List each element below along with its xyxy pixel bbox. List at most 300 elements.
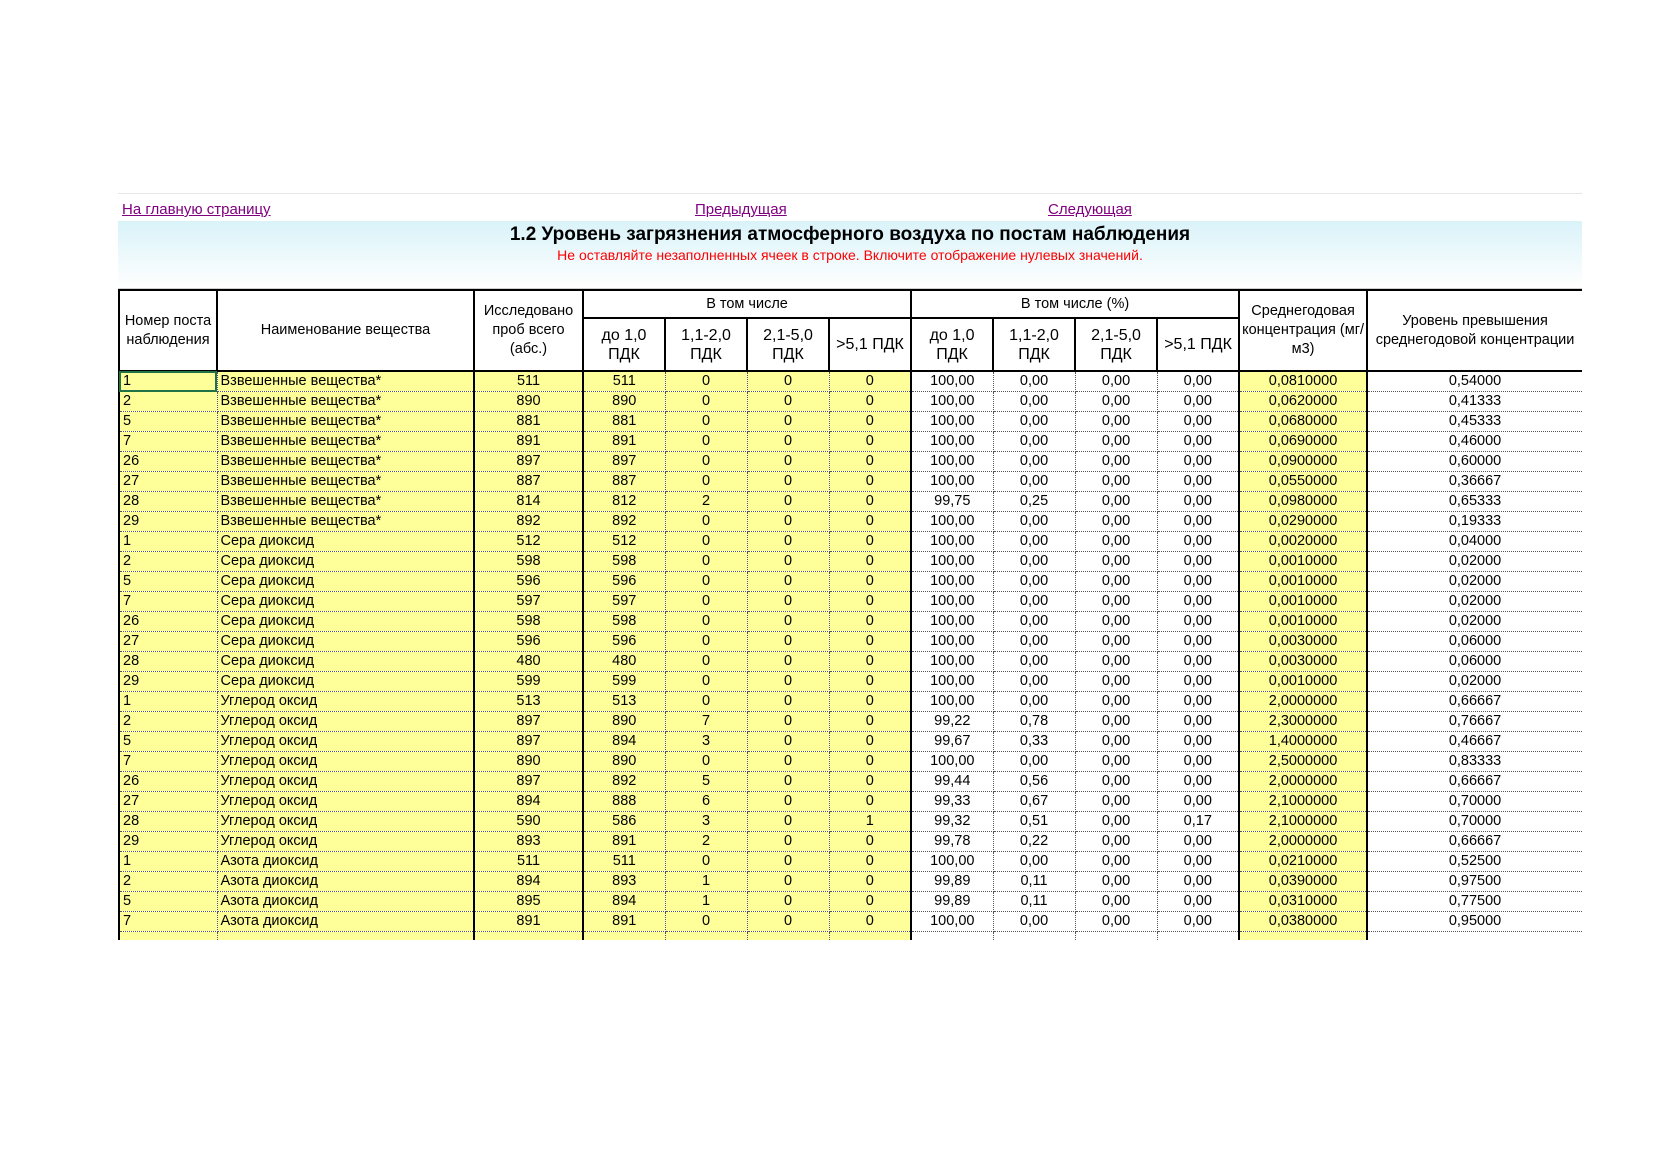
post-number-cell[interactable]: 2: [119, 392, 217, 412]
post-number-cell[interactable]: 27: [119, 472, 217, 492]
pct-upto-1-cell[interactable]: 100,00: [911, 532, 993, 552]
excess-level-cell[interactable]: 0,60000: [1367, 452, 1582, 472]
header-excess[interactable]: Уровень превышения среднегодовой концентрации: [1367, 290, 1582, 371]
pct-2-5-cell[interactable]: 0,00: [1075, 412, 1157, 432]
abs-1-2-cell[interactable]: 5: [665, 772, 747, 792]
abs-upto-1-cell[interactable]: 598: [583, 552, 665, 572]
post-number-cell[interactable]: 5: [119, 732, 217, 752]
abs-1-2-cell[interactable]: 1: [665, 872, 747, 892]
samples-total-cell[interactable]: 894: [474, 872, 583, 892]
abs-2-5-cell[interactable]: 0: [747, 852, 829, 872]
substance-cell[interactable]: Взвешенные вещества*: [217, 371, 474, 392]
pct-upto-1-cell[interactable]: 99,89: [911, 892, 993, 912]
abs-over-5-cell[interactable]: 0: [829, 652, 911, 672]
avg-concentration-cell[interactable]: 0,0020000: [1239, 532, 1367, 552]
abs-2-5-cell[interactable]: 0: [747, 552, 829, 572]
pct-1-2-cell[interactable]: 0,00: [993, 632, 1075, 652]
samples-total-cell[interactable]: 513: [474, 692, 583, 712]
avg-concentration-cell[interactable]: 0,0030000: [1239, 632, 1367, 652]
samples-total-cell[interactable]: 894: [474, 792, 583, 812]
pct-over-5-cell[interactable]: 0,00: [1157, 912, 1239, 932]
samples-total-cell[interactable]: 597: [474, 592, 583, 612]
excess-level-cell[interactable]: 0,45333: [1367, 412, 1582, 432]
abs-2-5-cell[interactable]: 0: [747, 872, 829, 892]
excess-level-cell[interactable]: 0,54000: [1367, 371, 1582, 392]
post-number-cell[interactable]: 28: [119, 492, 217, 512]
avg-concentration-cell[interactable]: 0,0810000: [1239, 371, 1367, 392]
abs-2-5-cell[interactable]: 0: [747, 432, 829, 452]
pct-over-5-cell[interactable]: 0,00: [1157, 852, 1239, 872]
substance-cell[interactable]: Азота диоксид: [217, 912, 474, 932]
pct-over-5-cell[interactable]: 0,00: [1157, 392, 1239, 412]
pct-over-5-cell[interactable]: 0,00: [1157, 452, 1239, 472]
abs-over-5-cell[interactable]: 0: [829, 492, 911, 512]
excess-level-cell[interactable]: 0,36667: [1367, 472, 1582, 492]
excess-level-cell[interactable]: 0,70000: [1367, 812, 1582, 832]
substance-cell[interactable]: Сера диоксид: [217, 612, 474, 632]
pct-1-2-cell[interactable]: 0,56: [993, 772, 1075, 792]
excess-level-cell[interactable]: 0,76667: [1367, 712, 1582, 732]
pct-2-5-cell[interactable]: 0,00: [1075, 852, 1157, 872]
abs-1-2-cell[interactable]: 0: [665, 572, 747, 592]
abs-over-5-cell[interactable]: 0: [829, 412, 911, 432]
pct-2-5-cell[interactable]: 0,00: [1075, 772, 1157, 792]
abs-2-5-cell[interactable]: 0: [747, 632, 829, 652]
post-number-cell[interactable]: 27: [119, 792, 217, 812]
pct-2-5-cell[interactable]: 0,00: [1075, 632, 1157, 652]
abs-upto-1-cell[interactable]: 888: [583, 792, 665, 812]
post-number-cell[interactable]: 5: [119, 892, 217, 912]
samples-total-cell[interactable]: 890: [474, 752, 583, 772]
pct-upto-1-cell[interactable]: 100,00: [911, 552, 993, 572]
pct-1-2-cell[interactable]: 0,00: [993, 612, 1075, 632]
pct-2-5-cell[interactable]: 0,00: [1075, 392, 1157, 412]
samples-total-cell[interactable]: 596: [474, 572, 583, 592]
pct-over-5-cell[interactable]: 0,00: [1157, 632, 1239, 652]
abs-1-2-cell[interactable]: 0: [665, 652, 747, 672]
avg-concentration-cell[interactable]: 0,0030000: [1239, 652, 1367, 672]
pct-1-2-cell[interactable]: 0,00: [993, 752, 1075, 772]
abs-2-5-cell[interactable]: 0: [747, 472, 829, 492]
previous-link[interactable]: Предыдущая: [695, 201, 787, 218]
header-pct-c4[interactable]: >5,1 ПДК: [1157, 318, 1239, 371]
abs-1-2-cell[interactable]: 0: [665, 912, 747, 932]
pct-2-5-cell[interactable]: 0,00: [1075, 832, 1157, 852]
pct-2-5-cell[interactable]: 0,00: [1075, 371, 1157, 392]
excess-level-cell[interactable]: 0,77500: [1367, 892, 1582, 912]
abs-1-2-cell[interactable]: 0: [665, 452, 747, 472]
header-post[interactable]: Номер поста наблюдения: [119, 290, 217, 371]
samples-total-cell[interactable]: 891: [474, 912, 583, 932]
pct-over-5-cell[interactable]: 0,00: [1157, 872, 1239, 892]
header-pct-c1[interactable]: до 1,0 ПДК: [911, 318, 993, 371]
pct-1-2-cell[interactable]: 0,00: [993, 432, 1075, 452]
post-number-cell[interactable]: 7: [119, 592, 217, 612]
abs-upto-1-cell[interactable]: 893: [583, 872, 665, 892]
pct-1-2-cell[interactable]: 0,11: [993, 892, 1075, 912]
pct-upto-1-cell[interactable]: 99,44: [911, 772, 993, 792]
pct-over-5-cell[interactable]: 0,00: [1157, 432, 1239, 452]
substance-cell[interactable]: Углерод оксид: [217, 712, 474, 732]
abs-2-5-cell[interactable]: 0: [747, 732, 829, 752]
pct-2-5-cell[interactable]: 0,00: [1075, 752, 1157, 772]
avg-concentration-cell[interactable]: 2,1000000: [1239, 812, 1367, 832]
pct-over-5-cell[interactable]: 0,00: [1157, 692, 1239, 712]
pct-upto-1-cell[interactable]: 100,00: [911, 852, 993, 872]
pct-over-5-cell[interactable]: 0,00: [1157, 772, 1239, 792]
pct-upto-1-cell[interactable]: 100,00: [911, 592, 993, 612]
abs-2-5-cell[interactable]: 0: [747, 532, 829, 552]
pct-2-5-cell[interactable]: 0,00: [1075, 552, 1157, 572]
pct-2-5-cell[interactable]: 0,00: [1075, 912, 1157, 932]
pct-upto-1-cell[interactable]: 99,78: [911, 832, 993, 852]
pct-upto-1-cell[interactable]: 99,33: [911, 792, 993, 812]
substance-cell[interactable]: Углерод оксид: [217, 832, 474, 852]
pct-1-2-cell[interactable]: 0,51: [993, 812, 1075, 832]
post-number-cell[interactable]: 29: [119, 512, 217, 532]
substance-cell[interactable]: Азота диоксид: [217, 852, 474, 872]
substance-cell[interactable]: Углерод оксид: [217, 752, 474, 772]
excess-level-cell[interactable]: 0,41333: [1367, 392, 1582, 412]
post-number-cell[interactable]: 5: [119, 572, 217, 592]
pct-2-5-cell[interactable]: 0,00: [1075, 712, 1157, 732]
samples-total-cell[interactable]: 480: [474, 652, 583, 672]
avg-concentration-cell[interactable]: 2,0000000: [1239, 692, 1367, 712]
abs-upto-1-cell[interactable]: 597: [583, 592, 665, 612]
pct-1-2-cell[interactable]: 0,00: [993, 852, 1075, 872]
abs-1-2-cell[interactable]: 0: [665, 612, 747, 632]
substance-cell[interactable]: Сера диоксид: [217, 572, 474, 592]
abs-upto-1-cell[interactable]: 892: [583, 772, 665, 792]
avg-concentration-cell[interactable]: 2,3000000: [1239, 712, 1367, 732]
pct-upto-1-cell[interactable]: 100,00: [911, 371, 993, 392]
pct-2-5-cell[interactable]: 0,00: [1075, 652, 1157, 672]
substance-cell[interactable]: Сера диоксид: [217, 632, 474, 652]
pct-over-5-cell[interactable]: 0,00: [1157, 592, 1239, 612]
pct-over-5-cell[interactable]: 0,00: [1157, 752, 1239, 772]
substance-cell[interactable]: Сера диоксид: [217, 532, 474, 552]
abs-2-5-cell[interactable]: 0: [747, 492, 829, 512]
excess-level-cell[interactable]: 0,46667: [1367, 732, 1582, 752]
pct-2-5-cell[interactable]: 0,00: [1075, 792, 1157, 812]
post-number-cell[interactable]: 26: [119, 452, 217, 472]
abs-over-5-cell[interactable]: 0: [829, 752, 911, 772]
pct-upto-1-cell[interactable]: 100,00: [911, 652, 993, 672]
abs-over-5-cell[interactable]: 0: [829, 592, 911, 612]
pct-over-5-cell[interactable]: 0,00: [1157, 672, 1239, 692]
abs-upto-1-cell[interactable]: 511: [583, 852, 665, 872]
abs-1-2-cell[interactable]: 0: [665, 592, 747, 612]
samples-total-cell[interactable]: 881: [474, 412, 583, 432]
pct-1-2-cell[interactable]: 0,00: [993, 652, 1075, 672]
excess-level-cell[interactable]: 0,02000: [1367, 612, 1582, 632]
avg-concentration-cell[interactable]: 0,0680000: [1239, 412, 1367, 432]
abs-2-5-cell[interactable]: 0: [747, 772, 829, 792]
excess-level-cell[interactable]: 0,66667: [1367, 692, 1582, 712]
header-substance[interactable]: Наименование вещества: [217, 290, 474, 371]
abs-2-5-cell[interactable]: 0: [747, 512, 829, 532]
substance-cell[interactable]: Взвешенные вещества*: [217, 432, 474, 452]
samples-total-cell[interactable]: 512: [474, 532, 583, 552]
abs-over-5-cell[interactable]: 0: [829, 532, 911, 552]
pct-over-5-cell[interactable]: 0,00: [1157, 712, 1239, 732]
abs-upto-1-cell[interactable]: 596: [583, 572, 665, 592]
pct-1-2-cell[interactable]: 0,25: [993, 492, 1075, 512]
avg-concentration-cell[interactable]: 0,0010000: [1239, 612, 1367, 632]
post-number-cell[interactable]: 2: [119, 712, 217, 732]
avg-concentration-cell[interactable]: 1,4000000: [1239, 732, 1367, 752]
pct-upto-1-cell[interactable]: 100,00: [911, 452, 993, 472]
pct-upto-1-cell[interactable]: 99,67: [911, 732, 993, 752]
abs-1-2-cell[interactable]: 0: [665, 412, 747, 432]
pct-1-2-cell[interactable]: 0,67: [993, 792, 1075, 812]
post-number-cell[interactable]: 1: [119, 852, 217, 872]
substance-cell[interactable]: Углерод оксид: [217, 692, 474, 712]
header-abs-c3[interactable]: 2,1-5,0 ПДК: [747, 318, 829, 371]
abs-over-5-cell[interactable]: 0: [829, 712, 911, 732]
avg-concentration-cell[interactable]: 0,0310000: [1239, 892, 1367, 912]
abs-upto-1-cell[interactable]: 894: [583, 892, 665, 912]
samples-total-cell[interactable]: 511: [474, 852, 583, 872]
abs-over-5-cell[interactable]: 0: [829, 832, 911, 852]
abs-over-5-cell[interactable]: 0: [829, 612, 911, 632]
pct-2-5-cell[interactable]: 0,00: [1075, 892, 1157, 912]
substance-cell[interactable]: Углерод оксид: [217, 772, 474, 792]
pct-upto-1-cell[interactable]: 100,00: [911, 472, 993, 492]
samples-total-cell[interactable]: 890: [474, 392, 583, 412]
avg-concentration-cell[interactable]: 0,0620000: [1239, 392, 1367, 412]
abs-1-2-cell[interactable]: 0: [665, 672, 747, 692]
pct-1-2-cell[interactable]: 0,00: [993, 552, 1075, 572]
abs-upto-1-cell[interactable]: 887: [583, 472, 665, 492]
pct-over-5-cell[interactable]: 0,00: [1157, 532, 1239, 552]
avg-concentration-cell[interactable]: 0,0380000: [1239, 912, 1367, 932]
pct-1-2-cell[interactable]: 0,00: [993, 371, 1075, 392]
samples-total-cell[interactable]: 590: [474, 812, 583, 832]
pct-upto-1-cell[interactable]: 99,75: [911, 492, 993, 512]
abs-upto-1-cell[interactable]: 586: [583, 812, 665, 832]
header-abs-c1[interactable]: до 1,0 ПДК: [583, 318, 665, 371]
avg-concentration-cell[interactable]: 2,5000000: [1239, 752, 1367, 772]
pct-upto-1-cell[interactable]: 100,00: [911, 912, 993, 932]
pct-1-2-cell[interactable]: 0,00: [993, 912, 1075, 932]
abs-upto-1-cell[interactable]: 890: [583, 392, 665, 412]
abs-2-5-cell[interactable]: 0: [747, 652, 829, 672]
pct-2-5-cell[interactable]: 0,00: [1075, 492, 1157, 512]
post-number-cell[interactable]: 26: [119, 612, 217, 632]
pct-over-5-cell[interactable]: 0,00: [1157, 652, 1239, 672]
abs-over-5-cell[interactable]: 0: [829, 792, 911, 812]
abs-upto-1-cell[interactable]: 881: [583, 412, 665, 432]
substance-cell[interactable]: Взвешенные вещества*: [217, 452, 474, 472]
excess-level-cell[interactable]: 0,04000: [1367, 532, 1582, 552]
pct-upto-1-cell[interactable]: 100,00: [911, 392, 993, 412]
substance-cell[interactable]: Взвешенные вещества*: [217, 512, 474, 532]
abs-1-2-cell[interactable]: 2: [665, 492, 747, 512]
avg-concentration-cell[interactable]: 0,0210000: [1239, 852, 1367, 872]
abs-over-5-cell[interactable]: 0: [829, 512, 911, 532]
samples-total-cell[interactable]: 598: [474, 552, 583, 572]
abs-over-5-cell[interactable]: 0: [829, 452, 911, 472]
excess-level-cell[interactable]: 0,06000: [1367, 632, 1582, 652]
abs-1-2-cell[interactable]: 0: [665, 392, 747, 412]
samples-total-cell[interactable]: 596: [474, 632, 583, 652]
abs-upto-1-cell[interactable]: 596: [583, 632, 665, 652]
excess-level-cell[interactable]: 0,02000: [1367, 572, 1582, 592]
abs-2-5-cell[interactable]: 0: [747, 892, 829, 912]
next-link[interactable]: Следующая: [1048, 201, 1132, 218]
abs-2-5-cell[interactable]: 0: [747, 452, 829, 472]
abs-2-5-cell[interactable]: 0: [747, 412, 829, 432]
abs-2-5-cell[interactable]: 0: [747, 832, 829, 852]
avg-concentration-cell[interactable]: 0,0690000: [1239, 432, 1367, 452]
header-pct-c2[interactable]: 1,1-2,0 ПДК: [993, 318, 1075, 371]
substance-cell[interactable]: Углерод оксид: [217, 792, 474, 812]
pct-upto-1-cell[interactable]: 100,00: [911, 752, 993, 772]
abs-upto-1-cell[interactable]: 812: [583, 492, 665, 512]
abs-upto-1-cell[interactable]: 598: [583, 612, 665, 632]
pct-upto-1-cell[interactable]: 100,00: [911, 632, 993, 652]
abs-upto-1-cell[interactable]: 891: [583, 432, 665, 452]
abs-over-5-cell[interactable]: 0: [829, 572, 911, 592]
abs-2-5-cell[interactable]: 0: [747, 692, 829, 712]
abs-over-5-cell[interactable]: 0: [829, 632, 911, 652]
avg-concentration-cell[interactable]: 0,0900000: [1239, 452, 1367, 472]
substance-cell[interactable]: Углерод оксид: [217, 812, 474, 832]
excess-level-cell[interactable]: 0,95000: [1367, 912, 1582, 932]
substance-cell[interactable]: Взвешенные вещества*: [217, 392, 474, 412]
post-number-cell[interactable]: 7: [119, 432, 217, 452]
substance-cell[interactable]: Сера диоксид: [217, 652, 474, 672]
abs-upto-1-cell[interactable]: 512: [583, 532, 665, 552]
pct-over-5-cell[interactable]: 0,00: [1157, 371, 1239, 392]
avg-concentration-cell[interactable]: 0,0980000: [1239, 492, 1367, 512]
pct-over-5-cell[interactable]: 0,00: [1157, 892, 1239, 912]
pct-over-5-cell[interactable]: 0,00: [1157, 572, 1239, 592]
post-number-cell[interactable]: 29: [119, 672, 217, 692]
substance-cell[interactable]: Взвешенные вещества*: [217, 412, 474, 432]
excess-level-cell[interactable]: 0,66667: [1367, 772, 1582, 792]
pct-1-2-cell[interactable]: 0,00: [993, 692, 1075, 712]
pct-1-2-cell[interactable]: 0,00: [993, 452, 1075, 472]
substance-cell[interactable]: Сера диоксид: [217, 592, 474, 612]
pct-1-2-cell[interactable]: 0,00: [993, 512, 1075, 532]
substance-cell[interactable]: Углерод оксид: [217, 732, 474, 752]
samples-total-cell[interactable]: 511: [474, 371, 583, 392]
pct-over-5-cell[interactable]: 0,00: [1157, 612, 1239, 632]
abs-over-5-cell[interactable]: 0: [829, 552, 911, 572]
post-number-cell[interactable]: 28: [119, 652, 217, 672]
excess-level-cell[interactable]: 0,02000: [1367, 552, 1582, 572]
pct-1-2-cell[interactable]: 0,78: [993, 712, 1075, 732]
pct-upto-1-cell[interactable]: 99,22: [911, 712, 993, 732]
abs-upto-1-cell[interactable]: 892: [583, 512, 665, 532]
pct-2-5-cell[interactable]: 0,00: [1075, 572, 1157, 592]
post-number-cell[interactable]: 7: [119, 912, 217, 932]
abs-over-5-cell[interactable]: 0: [829, 392, 911, 412]
excess-level-cell[interactable]: 0,06000: [1367, 652, 1582, 672]
post-number-cell[interactable]: 27: [119, 632, 217, 652]
abs-over-5-cell[interactable]: 0: [829, 692, 911, 712]
pct-1-2-cell[interactable]: 0,00: [993, 392, 1075, 412]
samples-total-cell[interactable]: 897: [474, 732, 583, 752]
abs-1-2-cell[interactable]: 6: [665, 792, 747, 812]
pct-2-5-cell[interactable]: 0,00: [1075, 732, 1157, 752]
excess-level-cell[interactable]: 0,65333: [1367, 492, 1582, 512]
samples-total-cell[interactable]: 893: [474, 832, 583, 852]
substance-cell[interactable]: Взвешенные вещества*: [217, 472, 474, 492]
abs-upto-1-cell[interactable]: 511: [583, 371, 665, 392]
header-pct-c3[interactable]: 2,1-5,0 ПДК: [1075, 318, 1157, 371]
abs-upto-1-cell[interactable]: 891: [583, 912, 665, 932]
avg-concentration-cell[interactable]: 2,0000000: [1239, 832, 1367, 852]
abs-1-2-cell[interactable]: 3: [665, 812, 747, 832]
samples-total-cell[interactable]: 814: [474, 492, 583, 512]
post-number-cell[interactable]: 1: [119, 371, 217, 392]
post-number-cell[interactable]: 2: [119, 872, 217, 892]
abs-2-5-cell[interactable]: 0: [747, 371, 829, 392]
abs-upto-1-cell[interactable]: 513: [583, 692, 665, 712]
abs-over-5-cell[interactable]: 0: [829, 912, 911, 932]
abs-2-5-cell[interactable]: 0: [747, 612, 829, 632]
samples-total-cell[interactable]: 897: [474, 772, 583, 792]
pct-over-5-cell[interactable]: 0,00: [1157, 792, 1239, 812]
abs-upto-1-cell[interactable]: 480: [583, 652, 665, 672]
abs-1-2-cell[interactable]: 0: [665, 552, 747, 572]
pct-upto-1-cell[interactable]: 100,00: [911, 412, 993, 432]
pct-2-5-cell[interactable]: 0,00: [1075, 812, 1157, 832]
abs-1-2-cell[interactable]: 0: [665, 532, 747, 552]
samples-total-cell[interactable]: 895: [474, 892, 583, 912]
pct-1-2-cell[interactable]: 0,00: [993, 472, 1075, 492]
avg-concentration-cell[interactable]: 2,1000000: [1239, 792, 1367, 812]
pct-over-5-cell[interactable]: 0,00: [1157, 412, 1239, 432]
pct-2-5-cell[interactable]: 0,00: [1075, 612, 1157, 632]
samples-total-cell[interactable]: 897: [474, 452, 583, 472]
pct-2-5-cell[interactable]: 0,00: [1075, 692, 1157, 712]
pct-upto-1-cell[interactable]: 100,00: [911, 572, 993, 592]
excess-level-cell[interactable]: 0,02000: [1367, 592, 1582, 612]
home-link[interactable]: На главную страницу: [122, 201, 271, 218]
abs-over-5-cell[interactable]: 1: [829, 812, 911, 832]
avg-concentration-cell[interactable]: 0,0010000: [1239, 592, 1367, 612]
abs-1-2-cell[interactable]: 0: [665, 432, 747, 452]
pct-upto-1-cell[interactable]: 100,00: [911, 512, 993, 532]
pct-1-2-cell[interactable]: 0,33: [993, 732, 1075, 752]
abs-over-5-cell[interactable]: 0: [829, 872, 911, 892]
post-number-cell[interactable]: 2: [119, 552, 217, 572]
pct-over-5-cell[interactable]: 0,00: [1157, 732, 1239, 752]
abs-1-2-cell[interactable]: 0: [665, 752, 747, 772]
header-abs-c4[interactable]: >5,1 ПДК: [829, 318, 911, 371]
post-number-cell[interactable]: 5: [119, 412, 217, 432]
abs-2-5-cell[interactable]: 0: [747, 392, 829, 412]
header-total[interactable]: Исследовано проб всего (абс.): [474, 290, 583, 371]
abs-over-5-cell[interactable]: 0: [829, 892, 911, 912]
post-number-cell[interactable]: 26: [119, 772, 217, 792]
pct-2-5-cell[interactable]: 0,00: [1075, 432, 1157, 452]
samples-total-cell[interactable]: 897: [474, 712, 583, 732]
pct-2-5-cell[interactable]: 0,00: [1075, 592, 1157, 612]
header-avg[interactable]: Среднегодовая концентрация (мг/м3): [1239, 290, 1367, 371]
samples-total-cell[interactable]: 891: [474, 432, 583, 452]
abs-over-5-cell[interactable]: 0: [829, 472, 911, 492]
excess-level-cell[interactable]: 0,02000: [1367, 672, 1582, 692]
pct-1-2-cell[interactable]: 0,00: [993, 412, 1075, 432]
pct-2-5-cell[interactable]: 0,00: [1075, 512, 1157, 532]
abs-1-2-cell[interactable]: 0: [665, 512, 747, 532]
abs-2-5-cell[interactable]: 0: [747, 672, 829, 692]
